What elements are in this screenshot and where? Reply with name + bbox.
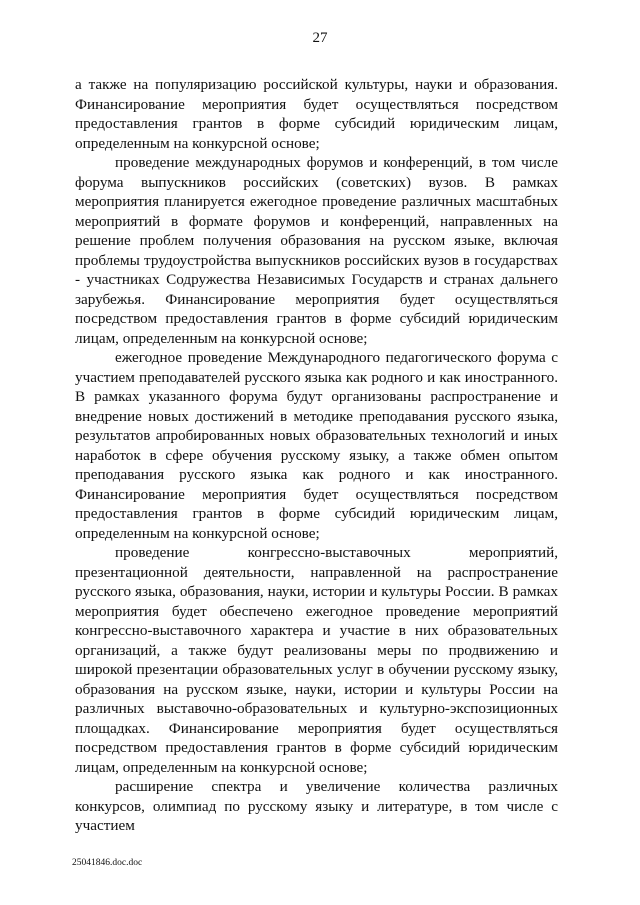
- document-filename-footer: 25041846.doc.doc: [72, 858, 143, 868]
- paragraph: а также на популяризацию российской культуры, науки и образования. Финансирование мероприятия будет осуществляться посредством предоставления грантов в форме субсидий юридическим лицам, определенным на конкурсной основе;: [75, 76, 558, 152]
- paragraph: расширение спектра и увеличение количества различных конкурсов, олимпиад по русскому языку и литературе, в том числе с участием: [75, 778, 558, 834]
- paragraph: проведение конгрессно-выставочных мероприятий, презентационной деятельности, направленной на распространение русского языка, образования, науки, истории и культуры России. В рамках мероприятия будет обеспечено ежегодное проведение мероприятий конгрессно-выставочного характера и участие в них образовательных организаций, а также будут реализованы меры по продвижению и широкой презентации образовательных услуг в обучении русскому языку, образования на русском языке, науки, истории и культуры России на различных выставочно-образовательных и культурно-экспозиционных площадках. Финансирование мероприятия будет осуществляться посредством предоставления грантов в форме субсидий юридическим лицам, определенным на конкурсной основе;: [75, 544, 558, 776]
- paragraph: ежегодное проведение Международного педагогического форума с участием преподавателей русского языка как родного и как иностранного. В рамках указанного форума будут организованы распространение и внедрение новых достижений в методике преподавания русского языка, результатов апробированных новых образовательных технологий и иных наработок в сфере обучения русскому языку, а также обмен опытом преподавания русского языка как родного и как иностранного. Финансирование мероприятия будет осуществляться посредством предоставления грантов в форме субсидий юридическим лицам, определенным на конкурсной основе;: [75, 349, 558, 542]
- paragraph: проведение международных форумов и конференций, в том числе форума выпускников российских (советских) вузов. В рамках мероприятия планируется ежегодное проведение различных масштабных мероприятий в формате форумов и конференций, направленных на решение проблем получения образования на русском языке, включая проблемы трудоустройства выпускников российских вузов в государствах - участниках Содружества Независимых Государств и странах дальнего зарубежья. Финансирование мероприятия будет осуществляться посредством предоставления грантов в форме субсидий юридическим лицам, определенным на конкурсной основе;: [75, 154, 558, 347]
- document-body: [75, 75, 558, 836]
- page-number: 27: [312, 30, 328, 46]
